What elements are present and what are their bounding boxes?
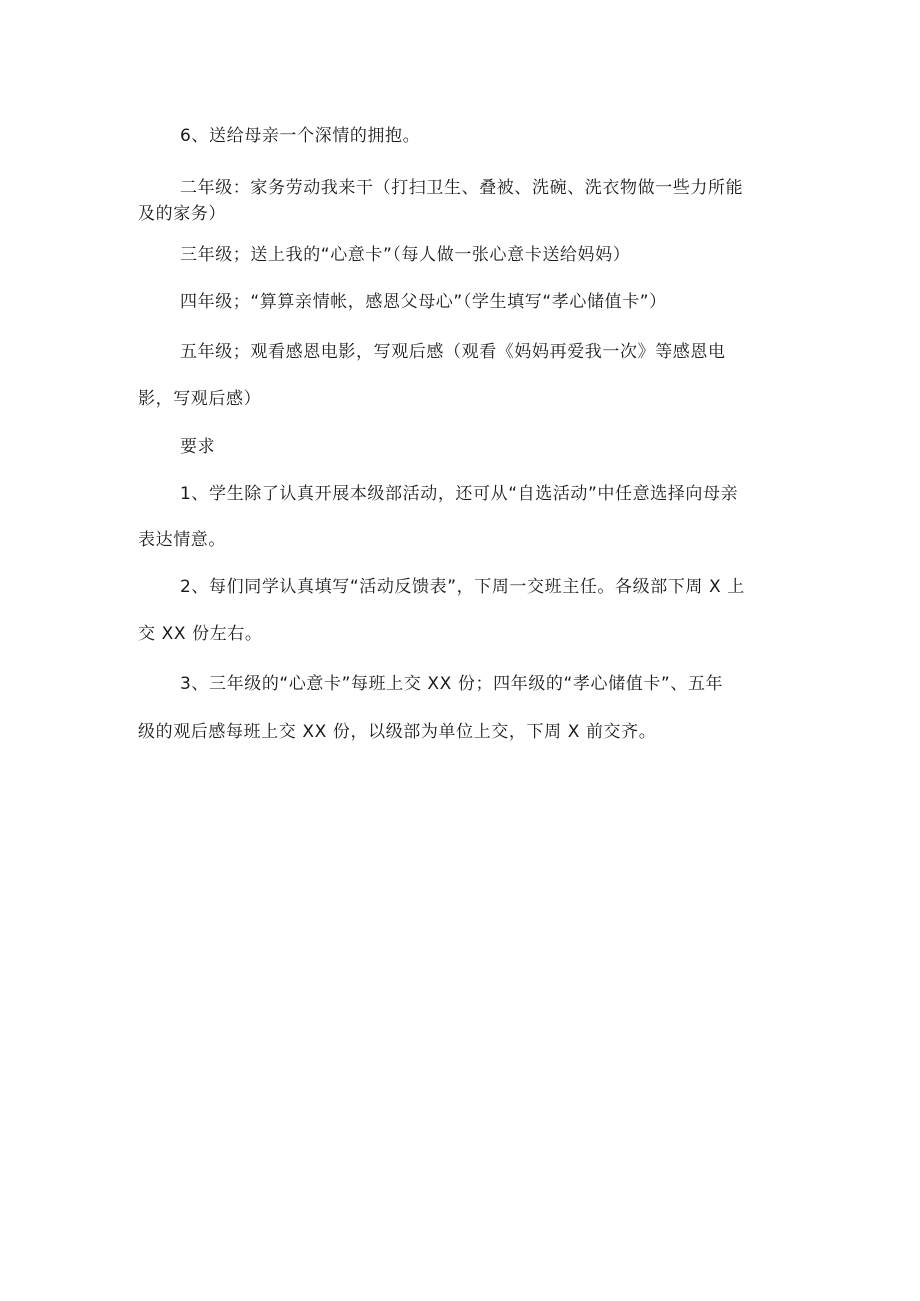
requirement-1: 1、学生除了认真开展本级部活动，还可从“自选活动”中任意选择向母亲 (180, 484, 739, 504)
requirement-3: 3、三年级的“心意卡”每班上交 XX 份；四年级的“孝心储值卡”、五年 (180, 674, 724, 694)
paragraph-grade-4: 四年级；“算算亲情帐，感恩父母心”（学生填写“孝心储值卡”） (180, 292, 667, 312)
paragraph-grade-5-continued: 影，写观后感） (138, 389, 262, 409)
section-heading-requirements: 要求 (180, 437, 216, 457)
requirement-2: 2、每们同学认真填写“活动反馈表”，下周一交班主任。各级部下周 X 上 (180, 577, 745, 597)
paragraph-grade-2-continued: 及的家务） (138, 204, 226, 224)
paragraph-grade-3: 三年级；送上我的“心意卡”（每人做一张心意卡送给妈妈） (180, 245, 631, 265)
paragraph-item-6: 6、送给母亲一个深情的拥抱。 (180, 126, 421, 146)
paragraph-grade-5: 五年级；观看感恩电影，写观后感（观看《妈妈再爱我一次》等感恩电 (180, 342, 726, 362)
requirement-2-continued: 交 XX 份左右。 (138, 624, 263, 644)
requirement-1-continued: 表达情意。 (138, 530, 226, 550)
requirement-3-continued: 级的观后感每班上交 XX 份，以级部为单位上交，下周 X 前交齐。 (138, 722, 657, 742)
paragraph-grade-2: 二年级：家务劳动我来干（打扫卫生、叠被、洗碗、洗衣物做一些力所能 (180, 178, 744, 198)
